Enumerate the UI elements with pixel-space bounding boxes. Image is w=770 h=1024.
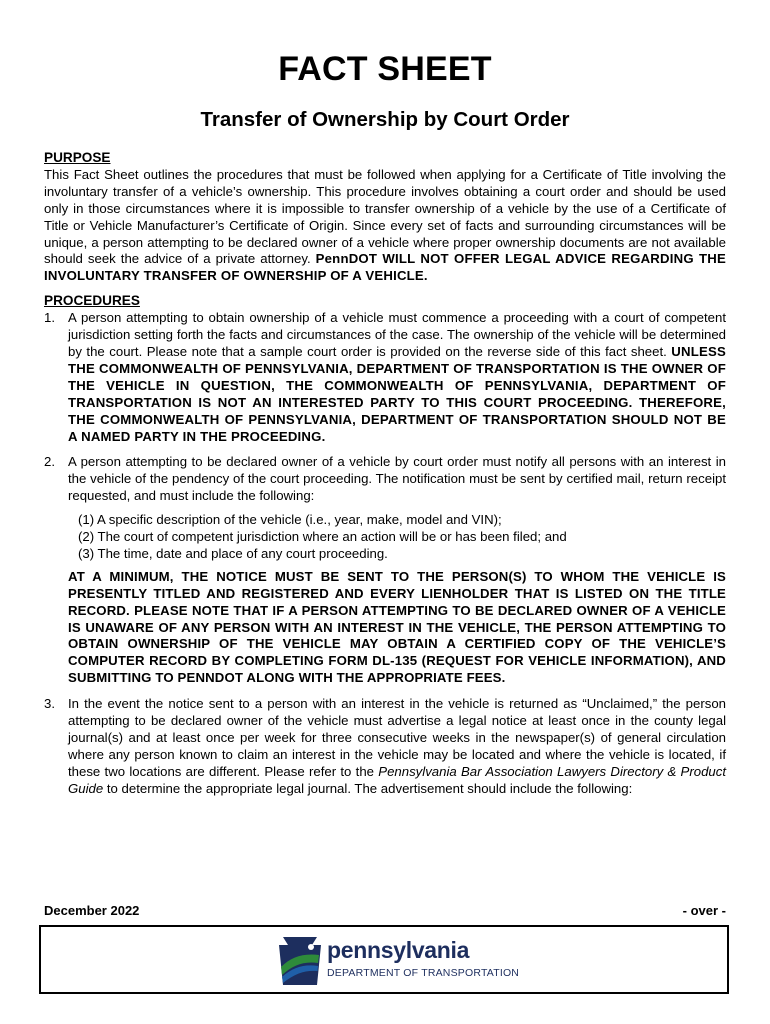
document-body <box>44 150 726 807</box>
purpose-bold-text: PennDOT WILL NOT OFFER LEGAL ADVICE REGARDING THE INVOLUNTARY TRANSFER OF OWNERSHIP OF A VEHICLE. <box>44 251 726 284</box>
logo-box <box>39 925 729 994</box>
procedures-heading: PROCEDURES <box>44 293 140 309</box>
procedure-text-end: to determine the appropriate legal journal. The advertisement should include the following: <box>103 780 633 796</box>
list-item: (1) A specific description of the vehicle (i.e., year, make, model and VIN); <box>78 512 502 528</box>
procedure-text: A person attempting to be declared owner of a vehicle by court order must notify all persons with an interest in the vehicle of the pendency of the court proceeding. The notification must be sent by certified mail, return receipt requested, and must include the following: <box>68 454 726 504</box>
keystone-icon <box>277 937 323 985</box>
page-title: FACT SHEET <box>278 50 492 88</box>
procedure-item-2 <box>44 454 726 687</box>
procedure-text: A person attempting to obtain ownership of a vehicle must commence a proceeding with a court of competent jurisdiction setting forth the facts and circumstances of the case. The ownership of the vehicle will be determined by the court. Please note that a sample court order is provided on the reverse side of this fact sheet. <box>68 310 726 359</box>
procedure-number: 3. <box>44 696 55 712</box>
page-footer <box>44 903 726 918</box>
list-item: (2) The court of competent jurisdiction where an action will be or has been filed; and <box>78 529 567 545</box>
notice-requirements-list <box>78 512 726 563</box>
logo-name: pennsylvania <box>327 937 470 963</box>
procedure-bold-text: UNLESS THE COMMONWEALTH OF PENNSYLVANIA, DEPARTMENT OF TRANSPORTATION IS THE OWNER OF THE VEHICLE IN QUESTION, THE COMMONWEALTH OF PENNSYLVANIA, DEPARTMENT OF TRANSPORTATION IS NOT AN INTERESTED PARTY TO THIS COURT PROCEEDING. THEREFORE, THE COMMONWEALTH OF PENNSYLVANIA, DEPARTMENT OF TRANSPORTATION SHOULD NOT BE A NAMED PARTY IN THE PROCEEDING. <box>68 343 726 444</box>
purpose-text: This Fact Sheet outlines the procedures that must be followed when applying for a Certificate of Title involving the involuntary transfer of a vehicle’s ownership. This procedure involves obtaining a court order and should be used only in those circumstances where it is impossible to transfer ownership of a vehicle by the use of a Certificate of Title or Vehicle Manufacturer’s Certificate of Origin. Since every set of facts and surrounding circumstances will be unique, a person attempting to be declared owner of a vehicle where proper ownership documents are not available should seek the advice of a private attorney. <box>44 166 726 267</box>
notice-bold-paragraph: AT A MINIMUM, THE NOTICE MUST BE SENT TO THE PERSON(S) TO WHOM THE VEHICLE IS PRESENTLY TITLED AND REGISTERED AND EVERY LIENHOLDER THAT IS LISTED ON THE TITLE RECORD. PLEASE NOTE THAT IF A PERSON ATTEMPTING TO BE DECLARED OWNER OF A VEHICLE IS UNAWARE OF ANY PERSON WITH AN INTEREST IN THE VEHICLE, THE PERSON ATTEMPTING TO OBTAIN OWNERSHIP OF THE VEHICLE MAY OBTAIN A CERTIFIED COPY OF THE VEHICLE’S COMPUTER RECORD BY COMPLETING FORM DL-135 (REQUEST FOR VEHICLE INFORMATION), AND SUBMITTING TO PENNDOT ALONG WITH THE APPROPRIATE FEES. <box>68 568 726 686</box>
procedure-item-3 <box>44 696 726 797</box>
list-item: (3) The time, date and place of any court proceeding. <box>78 545 388 561</box>
footer-over: - over - <box>682 903 726 918</box>
purpose-paragraph <box>44 167 726 285</box>
procedure-text: In the event the notice sent to a person with an interest in the vehicle is returned as “Unclaimed,” the person attempting to be declared owner of the vehicle must advertise a legal notice at least once in the county legal journal(s) and at least once per week for three consecutive weeks in the newspaper(s) of general circulation where any person known to claim an interest in the vehicle may be located and where the vehicle is located, if these two locations are different. Please refer to the <box>68 696 726 779</box>
page-subtitle: Transfer of Ownership by Court Order <box>200 108 570 131</box>
logo-department: DEPARTMENT OF TRANSPORTATION <box>327 967 520 979</box>
procedure-number: 1. <box>44 310 55 326</box>
procedure-item-1 <box>44 310 726 445</box>
footer-date: December 2022 <box>44 903 140 918</box>
purpose-heading: PURPOSE <box>44 150 111 165</box>
directory-title: Pennsylvania Bar Association Lawyers Directory & Product Guide <box>68 763 726 796</box>
procedure-number: 2. <box>44 454 55 470</box>
penndot-logo <box>277 937 527 985</box>
procedures-list <box>44 310 726 797</box>
